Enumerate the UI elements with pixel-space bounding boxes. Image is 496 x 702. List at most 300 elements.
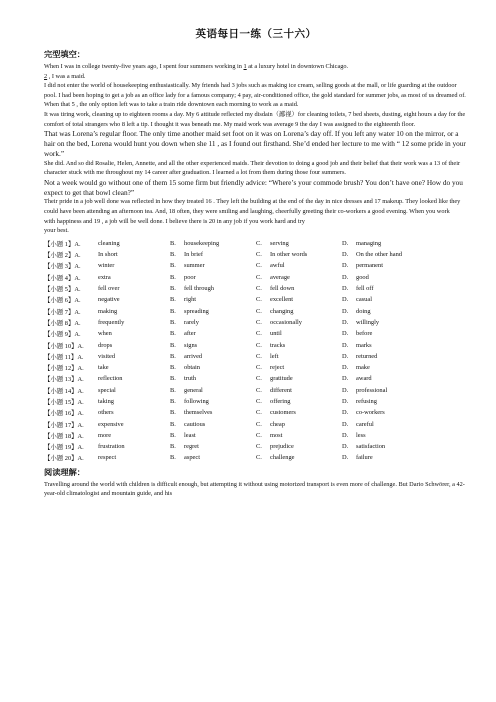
option-text: 【小题 9】A.	[44, 331, 81, 339]
option-c[interactable]	[256, 409, 342, 416]
option-text: In other words	[270, 251, 308, 259]
page-title: 英语每日一练（三十六）	[195, 28, 317, 40]
option-letter: B.	[170, 251, 176, 259]
option-d[interactable]	[342, 342, 422, 349]
option-b[interactable]	[170, 421, 256, 428]
option-c[interactable]	[256, 454, 342, 461]
option-text: truth	[184, 375, 197, 383]
option-a[interactable]	[98, 262, 170, 269]
option-b[interactable]	[170, 251, 256, 258]
option-text: special	[98, 386, 116, 394]
option-text: 【小题 15】A.	[44, 399, 84, 406]
option-letter: D.	[342, 262, 349, 270]
paragraph-text: That was Lorena’s regular floor. The only time another maid set foot on it was on Lorena’s day off. If you left any water 10 on the mirror, or a hair on the bed, Lorena would hunt you down when she 11 , as I found out firsthand. She’d ended her lecture to me with “ 12 some pride in your work.”	[44, 129, 466, 158]
question-row	[44, 441, 468, 452]
option-a[interactable]	[98, 409, 170, 416]
passage-paragraph	[44, 217, 468, 227]
option-c[interactable]	[256, 398, 342, 405]
option-text: spreading	[184, 307, 209, 315]
option-a[interactable]	[98, 421, 170, 428]
option-text: willingly	[356, 318, 380, 326]
option-letter: B.	[170, 386, 176, 394]
option-text: regret	[184, 443, 199, 451]
option-text: occasionally	[270, 318, 302, 326]
option-a[interactable]	[98, 387, 170, 394]
option-text: fell down	[270, 285, 295, 293]
passage-paragraph	[44, 159, 468, 178]
option-letter: B.	[170, 330, 176, 338]
option-text: In short	[98, 251, 118, 259]
option-c[interactable]	[256, 375, 342, 382]
option-text: 【小题 3】A.	[44, 263, 81, 271]
option-text: 【小题 10】A.	[44, 342, 84, 350]
option-c[interactable]	[256, 274, 342, 281]
option-text: more	[98, 431, 112, 439]
question-label[interactable]	[44, 284, 98, 293]
question-row	[44, 351, 468, 362]
option-b[interactable]	[170, 409, 256, 416]
option-text: 【小题 2】A.	[44, 252, 81, 260]
option-text: before	[356, 330, 373, 338]
option-text: 【小题 13】A.	[44, 376, 84, 384]
option-a[interactable]	[98, 330, 170, 337]
option-text: housekeeping	[184, 239, 220, 247]
option-c[interactable]	[256, 364, 342, 371]
question-row	[44, 238, 468, 249]
option-text: different	[270, 386, 292, 394]
option-text: serving	[270, 239, 289, 247]
option-text: doing	[356, 307, 371, 315]
option-letter: C.	[256, 273, 262, 281]
option-text: frustration	[98, 443, 125, 451]
option-letter: B.	[170, 420, 176, 428]
option-a[interactable]	[98, 251, 170, 258]
option-a[interactable]	[98, 432, 170, 439]
passage-paragraph	[44, 81, 468, 110]
question-row	[44, 385, 468, 396]
question-label[interactable]	[44, 442, 98, 451]
question-label[interactable]	[44, 431, 98, 440]
question-row	[44, 328, 468, 339]
question-label[interactable]	[44, 318, 98, 327]
paragraph-text: at a luxury hotel in downtown Chicago.	[246, 63, 349, 70]
option-a[interactable]	[98, 353, 170, 360]
option-a[interactable]	[98, 398, 170, 405]
option-d[interactable]	[342, 432, 422, 439]
option-text: respect	[98, 454, 117, 462]
option-letter: D.	[342, 251, 349, 259]
option-text: changing	[270, 307, 294, 315]
option-text: summer	[184, 262, 205, 270]
passage-paragraph	[44, 129, 468, 158]
option-a[interactable]	[98, 342, 170, 349]
option-text: 【小题 6】A.	[44, 297, 81, 305]
passage-paragraph	[44, 72, 468, 82]
question-row	[44, 305, 468, 316]
option-text: rarely	[184, 318, 199, 326]
option-text: expensive	[98, 420, 124, 428]
question-label[interactable]	[44, 363, 98, 372]
question-label[interactable]	[44, 386, 98, 395]
option-letter: D.	[342, 296, 349, 304]
option-letter: C.	[256, 251, 262, 259]
option-text: 【小题 14】A.	[44, 387, 84, 395]
option-text: In brief	[184, 251, 203, 259]
option-c[interactable]	[256, 285, 342, 292]
option-text: cleaning	[98, 239, 120, 247]
option-letter: C.	[256, 352, 262, 360]
option-text: careful	[356, 420, 374, 428]
option-letter: B.	[170, 454, 176, 462]
option-letter: C.	[256, 443, 262, 451]
option-c[interactable]	[256, 421, 342, 428]
question-row	[44, 452, 468, 463]
option-text: cautious	[184, 420, 206, 428]
option-text: cheap	[270, 420, 285, 428]
option-c[interactable]	[256, 353, 342, 360]
option-text: less	[356, 431, 366, 439]
option-text: least	[184, 431, 196, 439]
option-d[interactable]	[342, 274, 422, 281]
option-d[interactable]	[342, 308, 422, 315]
option-a[interactable]	[98, 274, 170, 281]
option-text: managing	[356, 239, 382, 247]
option-text: drops	[98, 341, 113, 349]
question-label[interactable]	[44, 420, 98, 429]
option-a[interactable]	[98, 319, 170, 326]
option-letter: D.	[342, 431, 349, 439]
option-letter: B.	[170, 443, 176, 451]
option-text: 【小题 19】A.	[44, 444, 84, 452]
question-row	[44, 418, 468, 429]
option-text: poor	[184, 273, 196, 281]
option-text: offering	[270, 398, 291, 405]
question-label[interactable]	[44, 307, 98, 316]
option-text: fell off	[356, 285, 374, 293]
paragraph-text: When I was in college twenty-five years ago, I spent four summers working in	[44, 63, 244, 70]
option-b[interactable]	[170, 342, 256, 349]
question-label[interactable]	[44, 295, 98, 304]
option-text: 【小题 18】A.	[44, 432, 84, 440]
option-c[interactable]	[256, 262, 342, 269]
option-b[interactable]	[170, 296, 256, 303]
option-letter: B.	[170, 262, 176, 270]
question-row	[44, 407, 468, 418]
option-letter: D.	[342, 307, 349, 315]
option-a[interactable]	[98, 454, 170, 461]
option-letter: C.	[256, 386, 262, 394]
option-text: right	[184, 296, 197, 304]
option-d[interactable]	[342, 353, 422, 360]
question-row	[44, 272, 468, 283]
option-b[interactable]	[170, 387, 256, 394]
option-text: casual	[356, 296, 372, 304]
option-letter: D.	[342, 318, 349, 326]
option-text: signs	[184, 341, 198, 349]
option-letter: B.	[170, 285, 176, 293]
question-row	[44, 362, 468, 373]
option-letter: D.	[342, 375, 349, 383]
option-letter: D.	[342, 239, 349, 247]
option-d[interactable]	[342, 262, 422, 269]
option-c[interactable]	[256, 330, 342, 337]
passage-paragraph	[44, 62, 468, 72]
option-letter: B.	[170, 375, 176, 383]
option-letter: C.	[256, 285, 262, 293]
option-c[interactable]	[256, 296, 342, 303]
option-d[interactable]	[342, 387, 422, 394]
option-letter: B.	[170, 364, 176, 372]
option-text: extra	[98, 273, 111, 281]
option-text: good	[356, 273, 369, 281]
option-b[interactable]	[170, 262, 256, 269]
option-b[interactable]	[170, 432, 256, 439]
reading-passage: Travelling around the world with children is difficult enough, but attempting it without using motorized transport is even more of challenge. But Dario Schwörer, a 42-year-old climatologist and mountain guide, and his	[44, 480, 465, 498]
question-row	[44, 339, 468, 350]
option-b[interactable]	[170, 308, 256, 315]
question-row	[44, 294, 468, 305]
option-text: fell over	[98, 285, 120, 293]
option-text: general	[184, 386, 203, 394]
option-c[interactable]	[256, 387, 342, 394]
paragraph-text: Not a week would go without one of them 15 some firm but friendly advice: “Where’s your commode brush? You don’t have one? How do you expect to get that bowl clean?”	[44, 177, 463, 197]
option-letter: B.	[170, 318, 176, 326]
option-text: satisfaction	[356, 443, 386, 451]
option-b[interactable]	[170, 454, 256, 461]
option-b[interactable]	[170, 353, 256, 360]
option-text: professional	[356, 386, 388, 394]
option-text: refusing	[356, 398, 377, 405]
paragraph-text: I did not enter the world of housekeeping enthusiastically. My friends had 3 jobs such as making ice cream, selling goods at the mall, or life guarding at the outdoor pool. I had been hoping to get a job as an office lady for a famous company; 4 pay, air-conditioned office, the gold standard for summer jobs, as most of us dreamed of. When that 5 , the only option left was to take a train ride downtown each morning to work as a maid.	[44, 82, 466, 109]
option-c[interactable]	[256, 443, 342, 450]
option-text: obtain	[184, 364, 200, 372]
option-letter: B.	[170, 239, 176, 247]
question-row	[44, 260, 468, 271]
option-text: award	[356, 375, 372, 383]
option-letter: D.	[342, 330, 349, 338]
option-a[interactable]	[98, 308, 170, 315]
option-c[interactable]	[256, 308, 342, 315]
option-letter: D.	[342, 386, 349, 394]
option-d[interactable]	[342, 251, 422, 258]
option-text: most	[270, 431, 283, 439]
question-label[interactable]	[44, 250, 98, 259]
question-row	[44, 396, 468, 407]
option-text: following	[184, 398, 209, 405]
paragraph-text: It was tiring work, cleaning up to eighteen rooms a day. My 6 attitude reflected my disdain（鄙视）for cleaning toilets, 7 bed sheets, dusting, eight hours a day for the comfort of total strangers who 8 left a tip. I thought it was beneath me. My maid work was average 9 the day I was assigned to the eighteenth floor.	[44, 110, 466, 128]
option-text: awful	[270, 262, 285, 270]
option-letter: D.	[342, 420, 349, 428]
option-b[interactable]	[170, 398, 256, 405]
option-letter: B.	[170, 398, 176, 405]
option-b[interactable]	[170, 274, 256, 281]
option-letter: B.	[170, 341, 176, 349]
option-text: excellent	[270, 296, 294, 304]
option-text: On the other hand	[356, 251, 402, 259]
option-d[interactable]	[342, 330, 422, 337]
option-letter: D.	[342, 409, 349, 417]
question-label[interactable]	[44, 453, 98, 462]
option-letter: D.	[342, 454, 349, 462]
section-heading-reading: 阅读理解：	[44, 466, 85, 477]
option-letter: C.	[256, 375, 262, 383]
option-text: aspect	[184, 454, 200, 462]
option-letter: D.	[342, 352, 349, 360]
option-letter: C.	[256, 318, 262, 326]
option-a[interactable]	[98, 296, 170, 303]
option-text: challenge	[270, 454, 295, 462]
option-a[interactable]	[98, 364, 170, 371]
option-text: 【小题 1】A.	[44, 240, 81, 248]
option-text: average	[270, 273, 290, 281]
question-row	[44, 373, 468, 384]
option-d[interactable]	[342, 454, 422, 461]
option-text: 【小题 16】A.	[44, 410, 84, 418]
option-d[interactable]	[342, 421, 422, 428]
option-text: frequently	[98, 318, 125, 326]
option-text: themselves	[184, 409, 213, 417]
option-text: failure	[356, 454, 373, 462]
option-a[interactable]	[98, 443, 170, 450]
option-text: gratitude	[270, 375, 293, 383]
option-d[interactable]	[342, 285, 422, 292]
option-d[interactable]	[342, 398, 422, 405]
option-text: permanent	[356, 262, 383, 270]
question-label[interactable]	[44, 261, 98, 270]
option-d[interactable]	[342, 319, 422, 326]
option-text: visited	[98, 352, 116, 360]
question-label[interactable]	[44, 273, 98, 282]
option-letter: B.	[170, 307, 176, 315]
option-text: negative	[98, 296, 120, 304]
paragraph-text: with happiness and 19 , a job will be well done. I believe there is 20 in any job if you work hard and try	[44, 217, 305, 225]
option-d[interactable]	[342, 296, 422, 303]
option-letter: C.	[256, 296, 262, 304]
blank-number: 2	[44, 72, 48, 80]
option-letter: D.	[342, 285, 349, 293]
option-letter: C.	[256, 262, 262, 270]
option-c[interactable]	[256, 251, 342, 258]
option-text: returned	[356, 352, 378, 360]
option-text: customers	[270, 409, 296, 417]
option-text: reflection	[98, 375, 123, 383]
option-text: marks	[356, 341, 372, 349]
option-letter: C.	[256, 454, 262, 462]
option-a[interactable]	[98, 240, 170, 247]
option-letter: C.	[256, 398, 262, 405]
option-text: when	[98, 330, 112, 338]
option-text: 【小题 7】A.	[44, 308, 81, 316]
blank-number: 1	[243, 63, 247, 70]
option-c[interactable]	[256, 240, 342, 247]
paragraph-text: Their pride in a job well done was reflected in how they treated 16 . They left the building at the end of the day in nice dresses and 17 makeup. They looked like they could have been attending an afternoon tea. And, 18 often, they were smiling and laughing, cheerfully greeting their co-workers a good evening. When you work	[44, 198, 461, 215]
option-b[interactable]	[170, 443, 256, 450]
option-d[interactable]	[342, 375, 422, 382]
option-text: others	[98, 409, 114, 417]
option-b[interactable]	[170, 285, 256, 292]
option-text: reject	[270, 364, 285, 372]
option-text: left	[270, 352, 279, 360]
option-letter: C.	[256, 307, 262, 315]
option-c[interactable]	[256, 432, 342, 439]
passage-paragraph	[44, 178, 468, 198]
option-d[interactable]	[342, 240, 422, 247]
option-d[interactable]	[342, 409, 422, 416]
option-text: making	[98, 307, 118, 315]
option-letter: D.	[342, 273, 349, 281]
question-label[interactable]	[44, 374, 98, 383]
option-text: until	[270, 330, 282, 338]
option-d[interactable]	[342, 364, 422, 371]
option-b[interactable]	[170, 364, 256, 371]
option-a[interactable]	[98, 375, 170, 382]
option-text: 【小题 5】A.	[44, 286, 81, 294]
passage-paragraph	[44, 110, 468, 129]
option-letter: B.	[170, 296, 176, 304]
option-b[interactable]	[170, 319, 256, 326]
option-text: taking	[98, 398, 114, 405]
option-text: winter	[98, 262, 115, 270]
question-label[interactable]	[44, 329, 98, 338]
paragraph-text: , I was a maid.	[47, 72, 86, 80]
paragraph-text: She did. And so did Rosalie, Helen, Annette, and all the other experienced maids. Their devotion to doing a good job and their belief that their work was a 13 of their character stuck with me throughout my 14 career after graduation. I learned a lot from them during those four summers.	[44, 159, 461, 177]
option-c[interactable]	[256, 342, 342, 349]
option-a[interactable]	[98, 285, 170, 292]
option-b[interactable]	[170, 330, 256, 337]
option-text: prejudice	[270, 443, 294, 451]
question-row	[44, 317, 468, 328]
option-text: 【小题 8】A.	[44, 319, 81, 327]
option-letter: C.	[256, 431, 262, 439]
option-text: after	[184, 330, 196, 338]
question-label[interactable]	[44, 239, 98, 248]
option-letter: B.	[170, 352, 176, 360]
option-text: 【小题 20】A.	[44, 455, 84, 463]
option-letter: D.	[342, 443, 349, 451]
question-label[interactable]	[44, 352, 98, 361]
option-c[interactable]	[256, 319, 342, 326]
option-text: take	[98, 364, 109, 372]
option-letter: D.	[342, 398, 349, 405]
option-b[interactable]	[170, 240, 256, 247]
option-text: tracks	[270, 341, 286, 349]
option-letter: D.	[342, 341, 349, 349]
option-b[interactable]	[170, 375, 256, 382]
question-list	[44, 238, 468, 464]
option-letter: C.	[256, 239, 262, 247]
option-text: 【小题 17】A.	[44, 421, 84, 429]
passage-paragraph	[44, 226, 468, 236]
question-row	[44, 249, 468, 260]
question-label[interactable]	[44, 408, 98, 417]
question-label[interactable]	[44, 397, 98, 406]
option-letter: B.	[170, 273, 176, 281]
question-label[interactable]	[44, 341, 98, 350]
option-text: 【小题 4】A.	[44, 274, 81, 282]
option-letter: C.	[256, 420, 262, 428]
option-text: 【小题 12】A.	[44, 365, 84, 373]
option-letter: C.	[256, 330, 262, 338]
option-letter: C.	[256, 409, 262, 417]
option-letter: B.	[170, 431, 176, 439]
option-d[interactable]	[342, 443, 422, 450]
option-letter: B.	[170, 409, 176, 417]
section-heading-cloze: 完型填空：	[44, 49, 85, 59]
option-letter: C.	[256, 364, 262, 372]
option-letter: C.	[256, 341, 262, 349]
passage-paragraph	[44, 197, 468, 216]
option-text: make	[356, 364, 370, 372]
